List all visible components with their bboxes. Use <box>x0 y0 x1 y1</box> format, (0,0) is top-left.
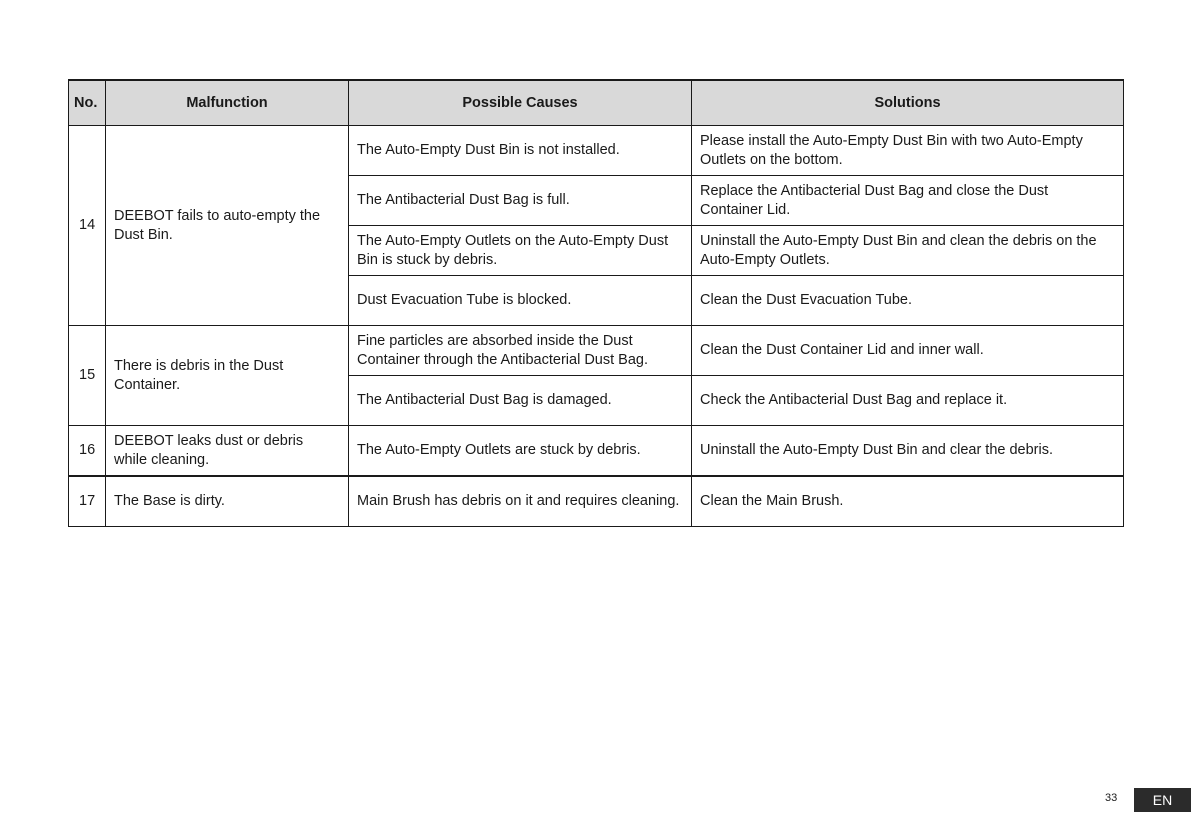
row-number: 16 <box>69 426 106 477</box>
language-badge: EN <box>1134 788 1191 812</box>
row-number: 14 <box>69 126 106 326</box>
table-row <box>69 326 1124 376</box>
row-number: 17 <box>69 476 106 527</box>
cause-cell: The Auto-Empty Outlets on the Auto-Empty Dust Bin is stuck by debris. <box>349 226 692 276</box>
solution-cell: Uninstall the Auto-Empty Dust Bin and clean the debris on the Auto-Empty Outlets. <box>692 226 1124 276</box>
header-solutions: Solutions <box>692 80 1124 126</box>
solution-cell: Uninstall the Auto-Empty Dust Bin and clear the debris. <box>692 426 1124 477</box>
row-number: 15 <box>69 326 106 426</box>
cause-cell: Main Brush has debris on it and requires cleaning. <box>349 476 692 527</box>
malfunction-cell: DEEBOT fails to auto-empty the Dust Bin. <box>106 126 349 326</box>
solution-cell: Please install the Auto-Empty Dust Bin with two Auto-Empty Outlets on the bottom. <box>692 126 1124 176</box>
malfunction-cell: There is debris in the Dust Container. <box>106 326 349 426</box>
solution-cell: Check the Antibacterial Dust Bag and replace it. <box>692 376 1124 426</box>
solution-cell: Clean the Dust Container Lid and inner wall. <box>692 326 1124 376</box>
cause-cell: Fine particles are absorbed inside the Dust Container through the Antibacterial Dust Bag. <box>349 326 692 376</box>
solution-cell: Replace the Antibacterial Dust Bag and close the Dust Container Lid. <box>692 176 1124 226</box>
header-possible-causes: Possible Causes <box>349 80 692 126</box>
cause-cell: The Auto-Empty Outlets are stuck by debris. <box>349 426 692 477</box>
malfunction-cell: The Base is dirty. <box>106 476 349 527</box>
header-no: No. <box>69 80 106 126</box>
cause-cell: The Antibacterial Dust Bag is full. <box>349 176 692 226</box>
table-header-row <box>69 80 1124 126</box>
cause-cell: The Auto-Empty Dust Bin is not installed. <box>349 126 692 176</box>
solution-cell: Clean the Main Brush. <box>692 476 1124 527</box>
header-malfunction: Malfunction <box>106 80 349 126</box>
table-row <box>69 426 1124 477</box>
cause-cell: Dust Evacuation Tube is blocked. <box>349 276 692 326</box>
malfunction-cell: DEEBOT leaks dust or debris while cleaning. <box>106 426 349 477</box>
cause-cell: The Antibacterial Dust Bag is damaged. <box>349 376 692 426</box>
table-row <box>69 126 1124 176</box>
page-number: 33 <box>1105 792 1118 804</box>
solution-cell: Clean the Dust Evacuation Tube. <box>692 276 1124 326</box>
table-row <box>69 476 1124 527</box>
troubleshooting-table <box>68 79 1124 527</box>
